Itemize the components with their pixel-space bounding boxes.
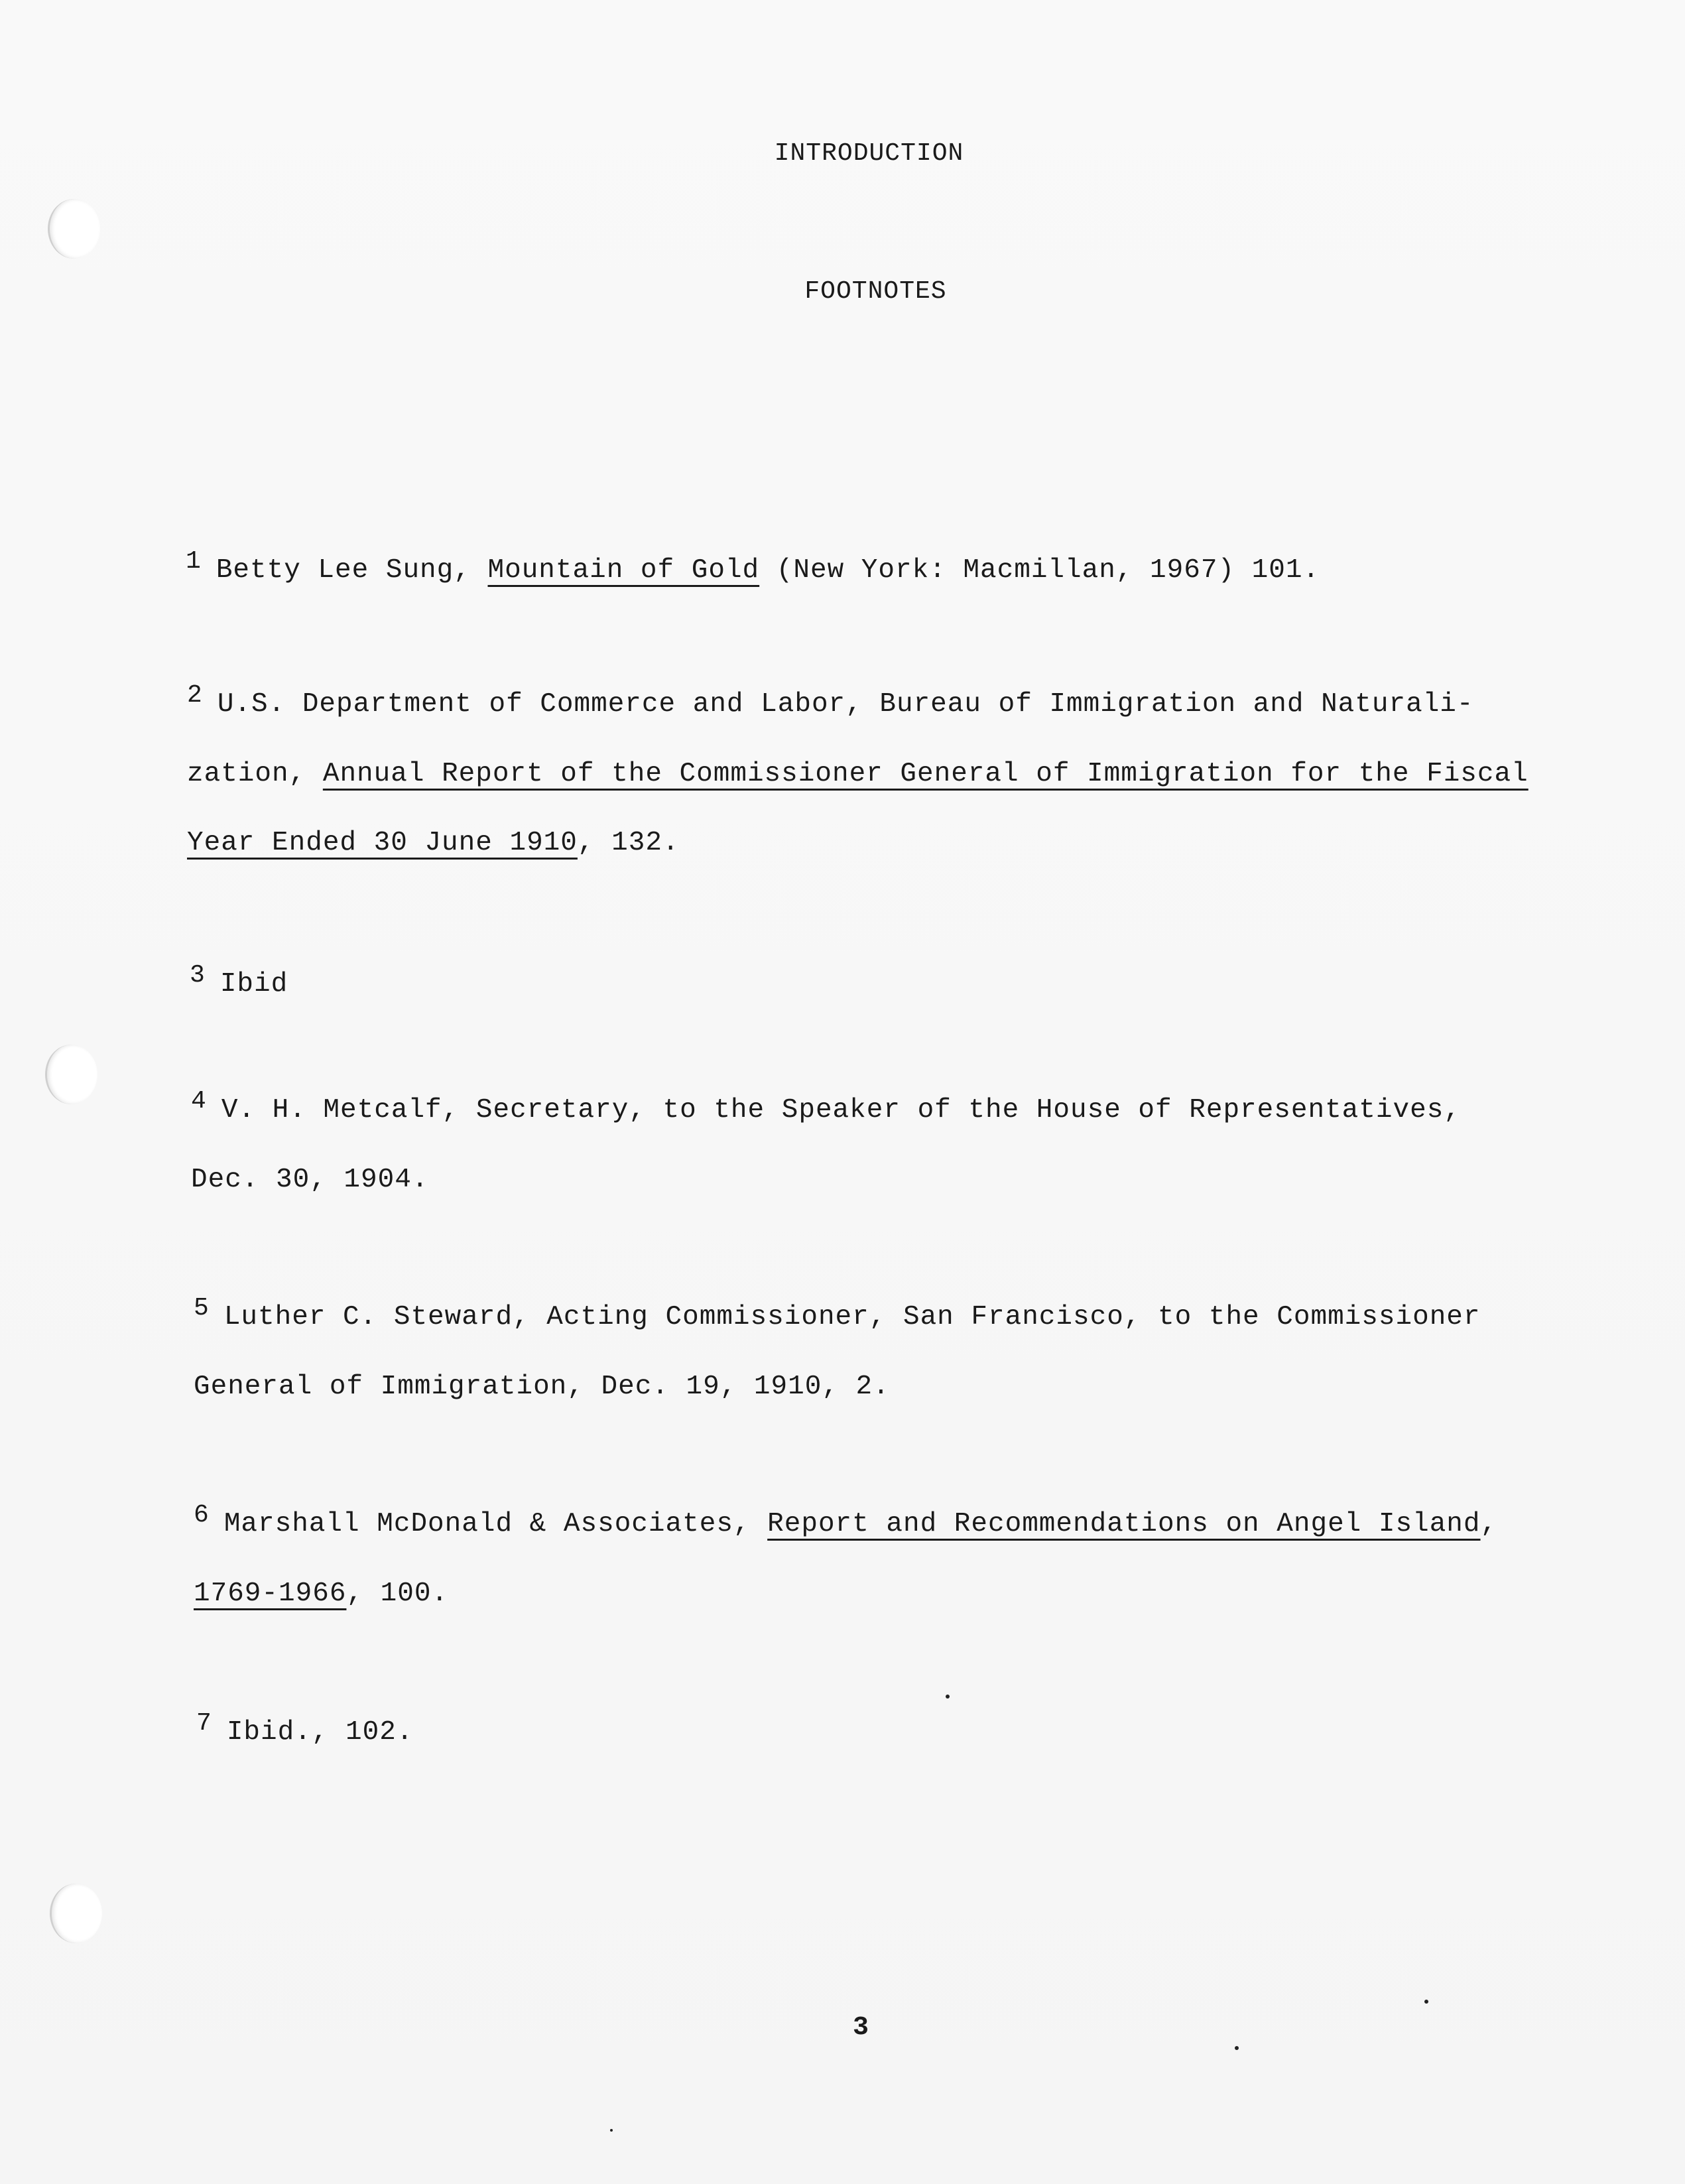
footnote <box>196 1698 1569 1767</box>
footnote <box>187 670 1560 877</box>
footnote-text: zation, <box>187 759 323 789</box>
footnote-line <box>191 1076 1564 1145</box>
footnote-title-underlined: Mountain of Gold <box>487 555 760 586</box>
paper-speck <box>946 1695 950 1699</box>
footnote-text: , 100. <box>346 1578 449 1609</box>
footnote-line <box>186 536 1558 606</box>
footnote-number: 2 <box>187 681 203 710</box>
footnote-line <box>190 950 1562 1019</box>
footnote-line <box>187 739 1560 808</box>
footnote-title-underlined: Year Ended 30 June 1910 <box>187 828 578 858</box>
footnote-text: Ibid., 102. <box>226 1717 414 1748</box>
footnote-text: , <box>1480 1509 1498 1539</box>
footnote-line <box>191 1145 1564 1214</box>
footnote-text: Ibid <box>219 969 288 999</box>
footnote-line <box>194 1559 1566 1628</box>
footnote-line <box>187 808 1560 877</box>
footnote-text: Betty Lee Sung, <box>216 555 488 586</box>
footnote-text: (New York: Macmillan, 1967) 101. <box>759 555 1320 586</box>
footnote <box>190 950 1562 1019</box>
footnote-line <box>194 1283 1566 1352</box>
footnote-text: General of Immigration, Dec. 19, 1910, 2. <box>194 1372 890 1402</box>
paper-speck <box>1235 2046 1239 2050</box>
section-heading: INTRODUCTION <box>774 139 964 168</box>
footnote-line <box>194 1490 1566 1559</box>
page-number: 3 <box>853 2013 869 2043</box>
footnote-number: 3 <box>190 961 206 990</box>
footnote-text: U.S. Department of Commerce and Labor, Bureau of Immigration and Naturali- <box>217 689 1474 720</box>
footnote-number: 1 <box>186 547 202 576</box>
footnote <box>194 1490 1566 1628</box>
binder-hole <box>50 1884 102 1943</box>
footnote <box>191 1076 1564 1214</box>
paper-speck <box>1424 2000 1428 2004</box>
footnote-text: Dec. 30, 1904. <box>191 1165 429 1195</box>
footnote-text: , 132. <box>577 828 680 858</box>
footnote-title-underlined: Report and Recommendations on Angel Island <box>767 1509 1481 1539</box>
footnote-number: 4 <box>191 1087 207 1116</box>
footnote-number: 5 <box>194 1294 210 1322</box>
binder-hole <box>45 1045 97 1104</box>
footnote-line <box>187 670 1560 739</box>
footnote-number: 6 <box>194 1501 210 1529</box>
page-title: FOOTNOTES <box>804 277 947 306</box>
footnote-title-underlined: Annual Report of the Commissioner General of Immigration for the Fiscal <box>322 759 1529 789</box>
footnote-text: V. H. Metcalf, Secretary, to the Speaker of the House of Representatives, <box>221 1095 1461 1125</box>
binder-hole <box>48 199 100 259</box>
footnote-line <box>196 1698 1569 1767</box>
footnote <box>194 1283 1566 1421</box>
footnote-text: Luther C. Steward, Acting Commissioner, San Francisco, to the Commissioner <box>223 1302 1481 1332</box>
footnote-title-underlined: 1769-1966 <box>194 1578 347 1609</box>
footnote-line <box>194 1352 1566 1421</box>
footnote-number: 7 <box>196 1709 212 1738</box>
footnote-text: Marshall McDonald & Associates, <box>223 1509 768 1539</box>
footnote <box>186 536 1558 606</box>
paper-speck <box>610 2129 613 2132</box>
